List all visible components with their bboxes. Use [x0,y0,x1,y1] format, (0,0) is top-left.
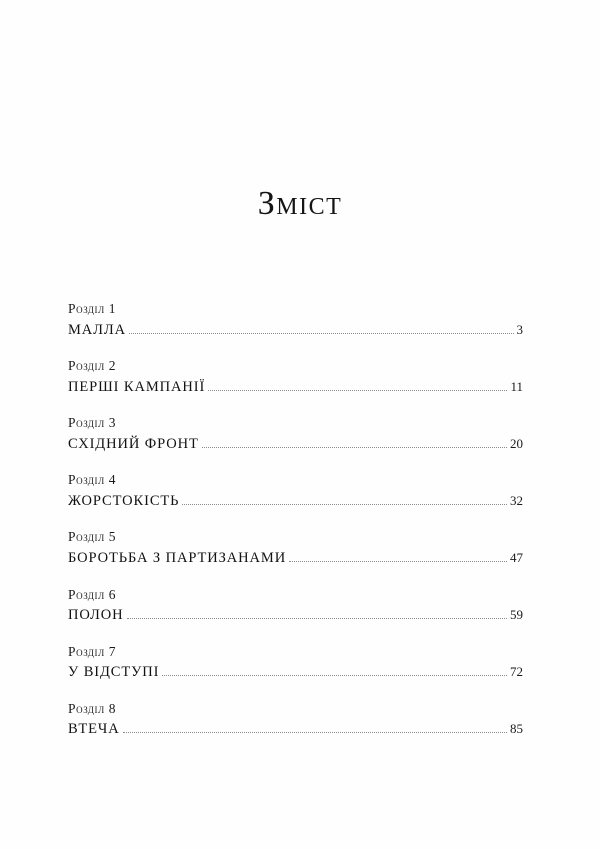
toc-row[interactable] [68,321,523,341]
list-item[interactable] [68,528,523,568]
toc-row[interactable] [68,435,523,455]
list-item[interactable] [68,471,523,511]
chapter-label: Розділ 4 [68,472,117,488]
dot-leader [208,390,507,391]
chapter-label: Розділ 2 [68,358,117,374]
page-number: 11 [510,378,523,394]
table-of-contents [68,300,523,757]
list-item[interactable] [68,586,523,626]
list-item[interactable] [68,643,523,683]
chapter-title: ВТЕЧА [68,721,120,738]
chapter-title: БОРОТЬБА З ПАРТИЗАНАМИ [68,549,287,566]
page-number: 72 [510,664,523,680]
chapter-label: Розділ 7 [68,643,117,659]
page-number: 47 [510,549,523,565]
list-item[interactable] [68,414,523,454]
chapter-title: У ВІДСТУПІ [68,664,160,681]
page-title: Зміст [257,185,343,222]
list-item[interactable] [68,357,523,397]
chapter-label: Розділ 5 [68,529,117,545]
dot-leader [127,618,508,619]
page-number: 20 [510,435,523,451]
chapter-title: ПОЛОН [68,607,124,624]
chapter-label: Розділ 1 [68,301,117,316]
chapter-label: Розділ 6 [68,586,117,602]
page-number: 3 [516,321,523,337]
page-number: 85 [510,721,523,737]
dot-leader [129,333,513,334]
toc-row[interactable] [68,378,523,398]
toc-row[interactable] [68,720,523,740]
chapter-title: СХІДНИЙ ФРОНТ [68,435,199,452]
toc-row[interactable] [68,663,523,683]
chapter-title: ПЕРШІ КАМПАНІЇ [68,378,206,395]
toc-row[interactable] [68,492,523,512]
dot-leader [202,447,507,448]
chapter-title: МАЛЛА [68,321,127,338]
page-number: 32 [510,492,523,508]
chapter-label: Розділ 8 [68,700,117,716]
dot-leader [182,504,507,505]
dot-leader [123,732,507,733]
toc-row[interactable] [68,606,523,626]
list-item[interactable] [68,300,523,340]
dot-leader [289,561,507,562]
list-item[interactable] [68,700,523,740]
toc-row[interactable] [68,549,523,569]
dot-leader [162,675,507,676]
chapter-label: Розділ 3 [68,415,117,431]
page-number: 59 [510,607,523,623]
chapter-title: ЖОРСТОКІСТЬ [68,492,180,509]
